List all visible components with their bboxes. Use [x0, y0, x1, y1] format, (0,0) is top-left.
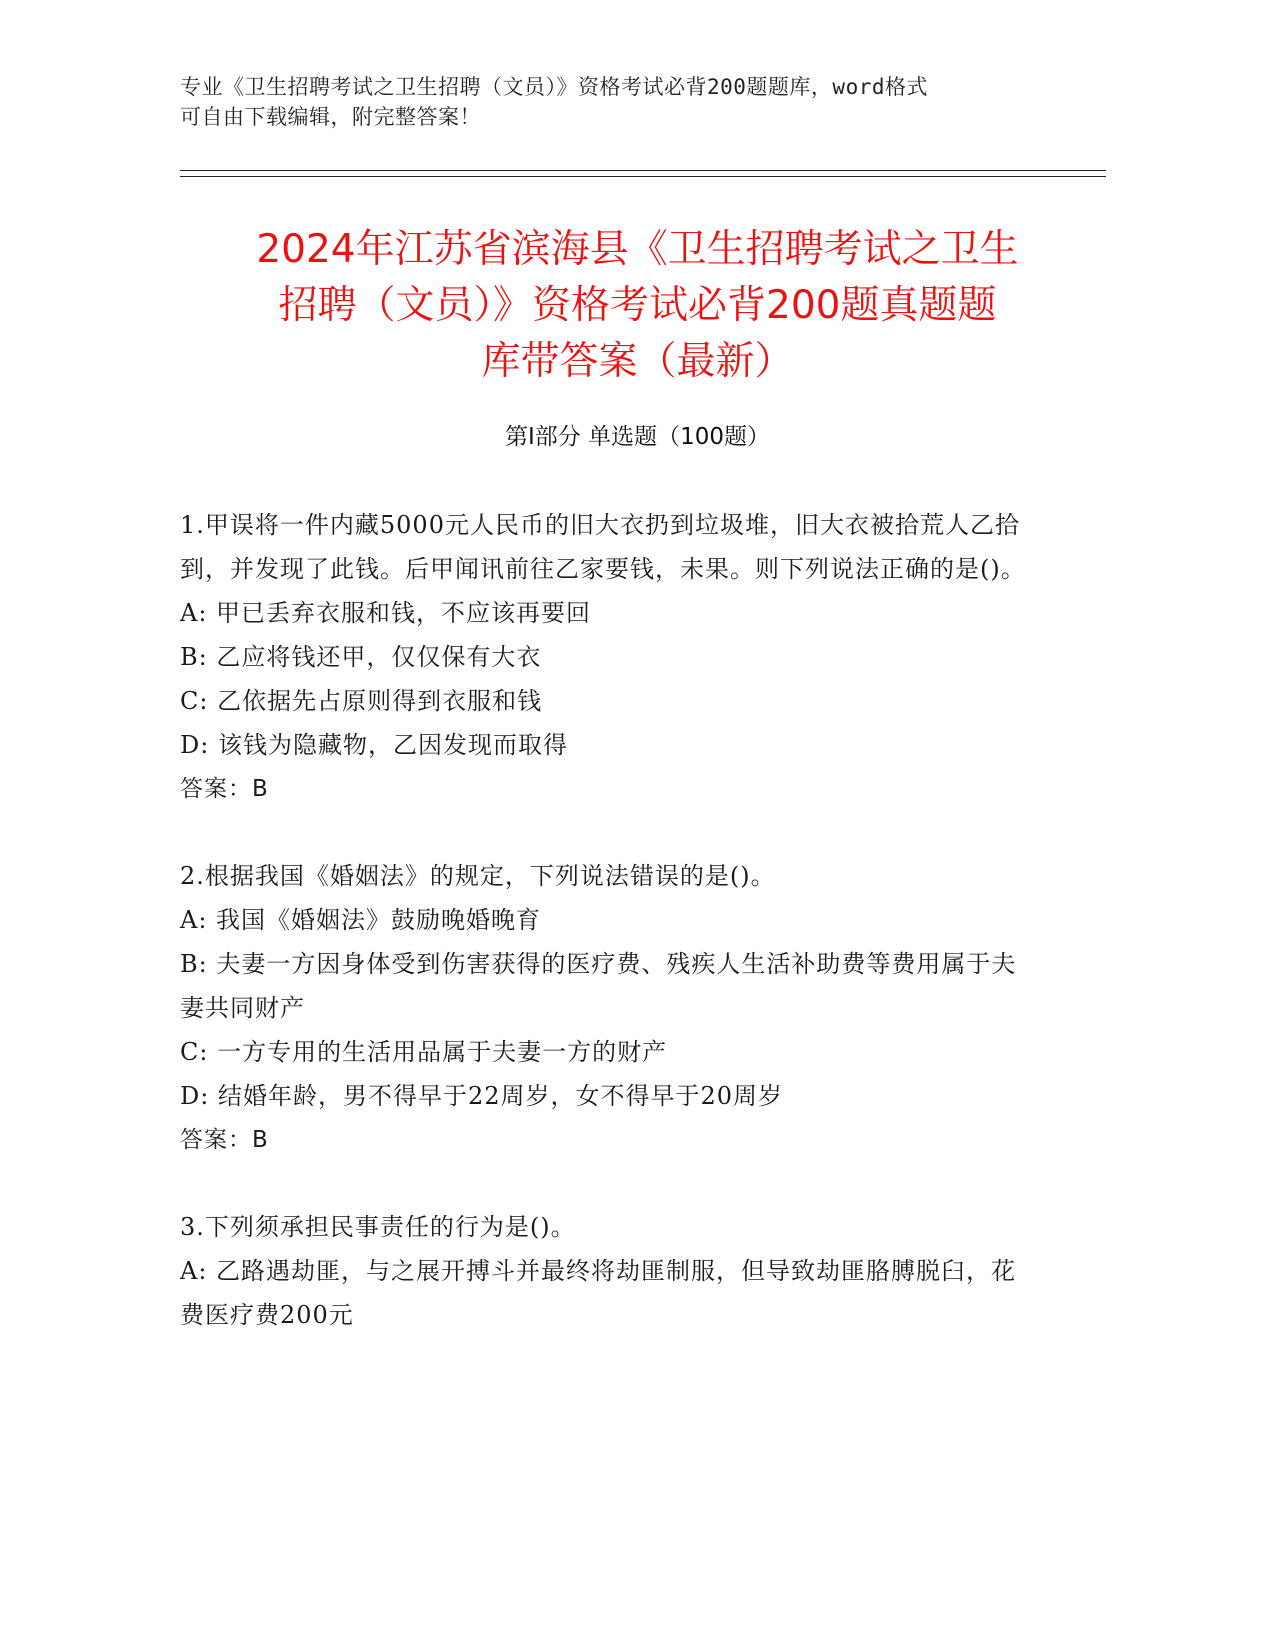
document-header [180, 72, 1040, 132]
option-c: C: 一方专用的生活用品属于夫妻一方的财产 [180, 1038, 668, 1066]
question-stem: 3.下列须承担民事责任的行为是()。 [180, 1213, 576, 1241]
option-b: B: 夫妻一方因身体受到伤害获得的医疗费、残疾人生活补助费等费用属于夫妻共同财产 [180, 950, 1017, 1022]
question-stem: 1.甲误将一件内藏5000元人民币的旧大衣扔到垃圾堆，旧大衣被拾荒人乙拾到，并发现了此钱。后甲闻讯前往乙家要钱，未果。则下列说法正确的是()。 [180, 511, 1026, 583]
title-line-3: 库带答案（最新） [481, 339, 794, 384]
option-d: D: 结婚年龄，男不得早于22周岁，女不得早于20周岁 [180, 1082, 784, 1110]
header-line-1: 专业《卫生招聘考试之卫生招聘（文员）》资格考试必背200题题库，word格式 [180, 75, 928, 99]
title-line-1: 2024年江苏省滨海县《卫生招聘考试之卫生 [256, 227, 1019, 272]
option-a: A: 甲已丢弃衣服和钱，不应该再要回 [180, 599, 592, 627]
header-divider-top [180, 170, 1106, 171]
option-c: C: 乙依据先占原则得到衣服和钱 [180, 687, 543, 715]
answer: 答案：B [180, 776, 269, 802]
header-divider-bottom [180, 176, 1106, 177]
header-line-2: 可自由下载编辑，附完整答案！ [180, 105, 481, 129]
question-2 [180, 854, 1030, 1162]
option-b: B: 乙应将钱还甲，仅仅保有大衣 [180, 643, 542, 671]
document-title [150, 222, 1125, 390]
section-title: 第Ⅰ部分 单选题（100题） [505, 424, 770, 450]
question-stem: 2.根据我国《婚姻法》的规定，下列说法错误的是()。 [180, 862, 776, 890]
answer: 答案：B [180, 1127, 269, 1153]
question-3 [180, 1205, 1030, 1337]
question-list [180, 503, 1030, 1380]
option-a: A: 我国《婚姻法》鼓励晚婚晚育 [180, 906, 542, 934]
title-line-2: 招聘（文员）》资格考试必背200题真题题 [278, 283, 997, 328]
question-1 [180, 503, 1030, 811]
option-d: D: 该钱为隐藏物，乙因发现而取得 [180, 731, 568, 759]
option-a: A: 乙路遇劫匪，与之展开搏斗并最终将劫匪制服，但导致劫匪胳膊脱臼，花费医疗费200元 [180, 1257, 1017, 1329]
